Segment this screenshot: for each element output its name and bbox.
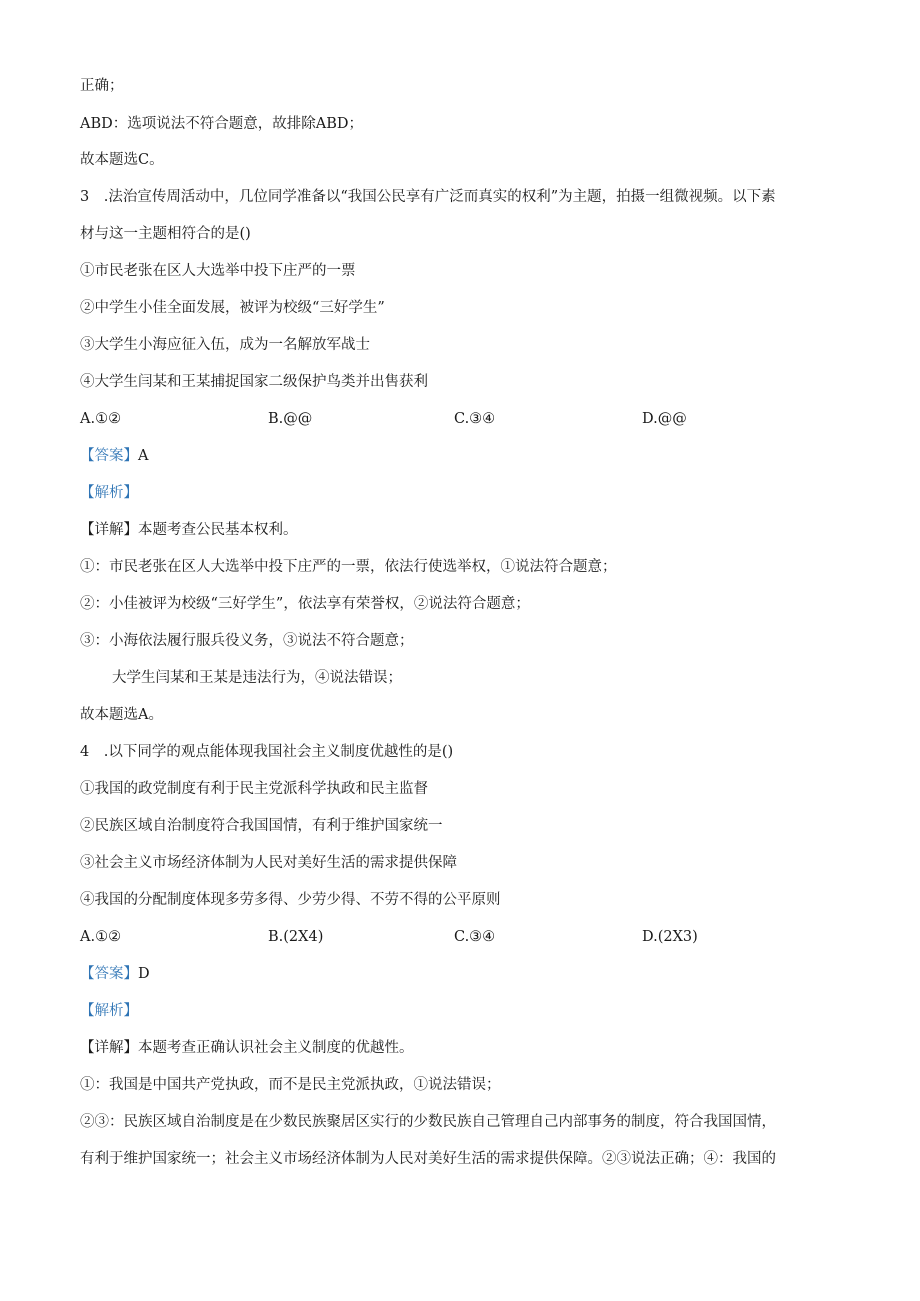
question-3-stem-cont: 材与这一主题相符合的是() — [80, 226, 251, 242]
analysis-label: 【解析】 — [80, 1003, 138, 1019]
answer-value: D — [138, 966, 150, 982]
option-d: D.(2X3) — [642, 929, 698, 945]
answer-label: 【答案】 — [80, 966, 138, 982]
question-3-stem: 3 .法治宣传周活动中，几位同学准备以“我国公民享有广泛而真实的权利”为主题，拍摄一组微视频。以下素 — [80, 189, 776, 205]
conclusion-line: 故本题选A。 — [80, 707, 163, 723]
option-c: C.③④ — [454, 929, 496, 945]
explanation-line: 大学生闫某和王某是违法行为，④说法错误； — [112, 670, 402, 686]
detail-text: 本题考查公民基本权利。 — [138, 522, 298, 538]
question-3-options — [80, 409, 840, 429]
text-line: 故本题选C。 — [80, 152, 164, 168]
answer-line — [80, 446, 148, 466]
explanation-line: ②：小佳被评为校级“三好学生”，依法享有荣誉权，②说法符合题意； — [80, 596, 530, 612]
option-a: A.①② — [80, 929, 122, 945]
text-line: ABD：选项说法不符合题意，故排除ABD； — [80, 116, 364, 132]
option-d: D.@@ — [642, 411, 687, 427]
question-3-item-4: ④大学生闫某和王某捕捉国家二级保护鸟类并出售获利 — [80, 374, 428, 390]
option-a: A.①② — [80, 411, 122, 427]
question-4-item-2: ②民族区域自治制度符合我国国情，有利于维护国家统一 — [80, 818, 443, 834]
answer-line — [80, 964, 150, 984]
explanation-line: ③：小海依法履行服兵役义务，③说法不符合题意； — [80, 633, 414, 649]
explanation-line: ①：我国是中国共产党执政，而不是民主党派执政，①说法错误； — [80, 1077, 501, 1093]
question-4-stem: 4 .以下同学的观点能体现我国社会主义制度优越性的是() — [80, 744, 454, 760]
option-b: B.@@ — [268, 411, 313, 427]
analysis-line — [80, 1001, 138, 1021]
option-b: B.(2X4) — [268, 929, 324, 945]
text-line: 正确； — [80, 78, 124, 94]
explanation-line: 有利于维护国家统一；社会主义市场经济体制为人民对美好生活的需求提供保障。②③说法正确；④：我国的 — [80, 1151, 776, 1167]
question-4-options — [80, 927, 840, 947]
question-3-item-1: ①市民老张在区人大选举中投下庄严的一票 — [80, 263, 356, 279]
explanation-line: ②③：民族区域自治制度是在少数民族聚居区实行的少数民族自己管理自己内部事务的制度，符合我国国情， — [80, 1114, 776, 1130]
question-4-item-4: ④我国的分配制度体现多劳多得、少劳少得、不劳不得的公平原则 — [80, 892, 501, 908]
answer-label: 【答案】 — [80, 448, 138, 464]
analysis-line — [80, 483, 138, 503]
detail-line — [80, 1038, 414, 1058]
explanation-line: ①：市民老张在区人大选举中投下庄严的一票，依法行使选举权，①说法符合题意； — [80, 559, 617, 575]
detail-line — [80, 520, 298, 540]
question-3-item-2: ②中学生小佳全面发展，被评为校级“三好学生” — [80, 300, 385, 316]
question-4-item-3: ③社会主义市场经济体制为人民对美好生活的需求提供保障 — [80, 855, 457, 871]
detail-label: 【详解】 — [80, 1040, 138, 1056]
question-4-item-1: ①我国的政党制度有利于民主党派科学执政和民主监督 — [80, 781, 428, 797]
detail-text: 本题考查正确认识社会主义制度的优越性。 — [138, 1040, 414, 1056]
detail-label: 【详解】 — [80, 522, 138, 538]
analysis-label: 【解析】 — [80, 485, 138, 501]
option-c: C.③④ — [454, 411, 496, 427]
question-3-item-3: ③大学生小海应征入伍，成为一名解放军战士 — [80, 337, 370, 353]
answer-value: A — [138, 448, 149, 464]
